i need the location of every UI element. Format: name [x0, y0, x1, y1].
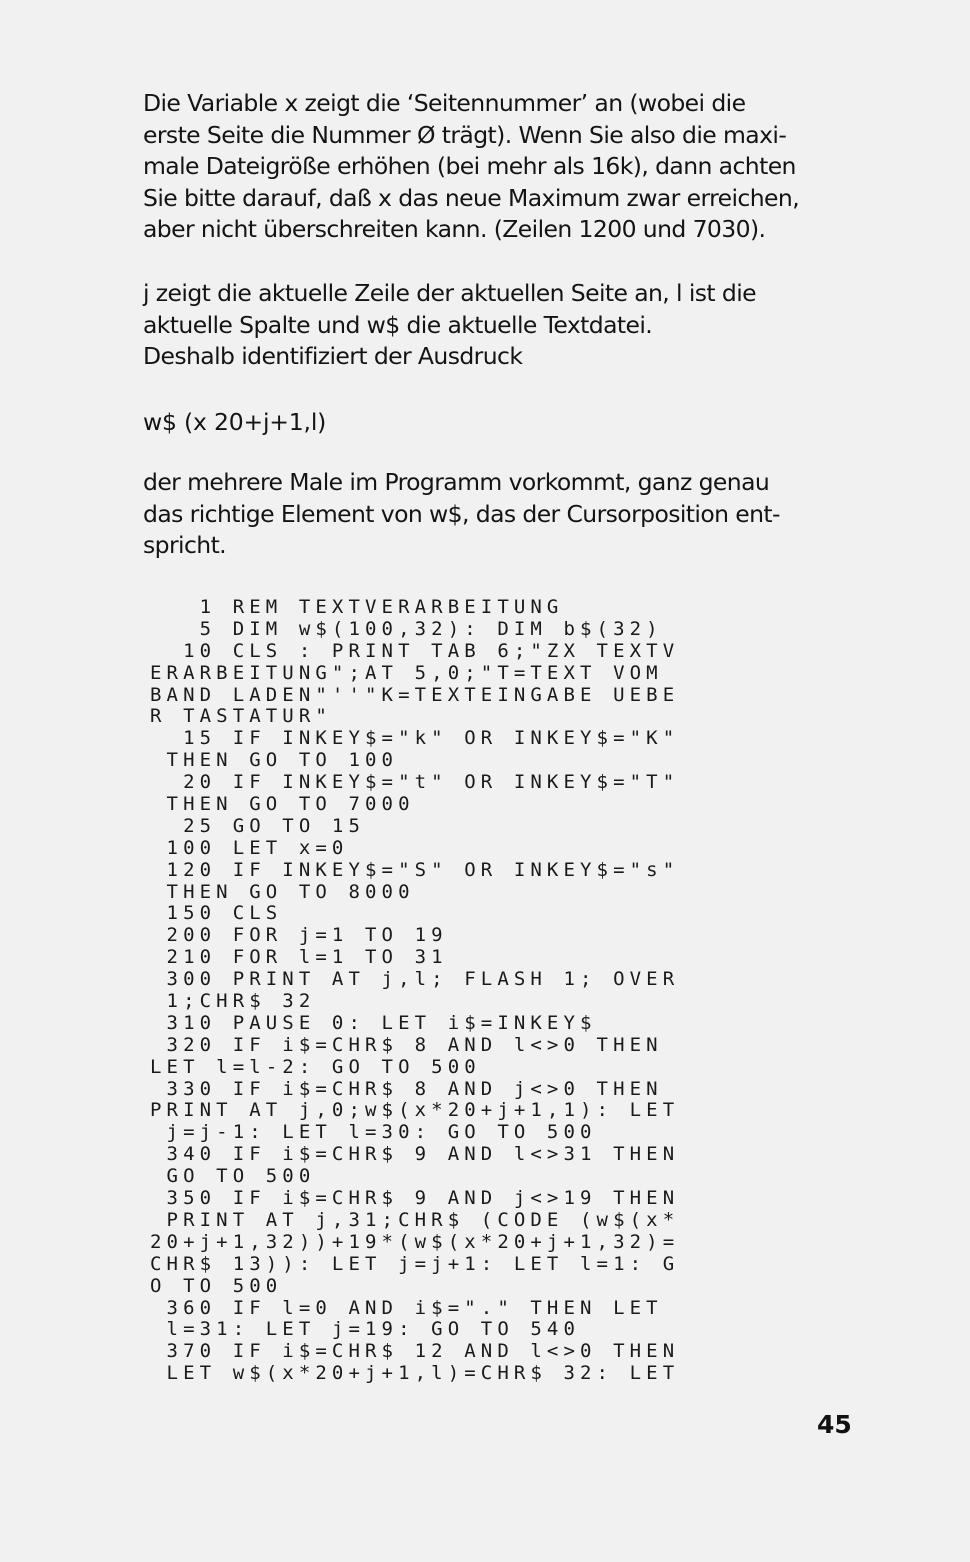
paragraph-variables-x: [143, 88, 843, 246]
code-line: 1 REM TEXTVERARBEITUNG: [150, 596, 564, 618]
code-line: THEN GO TO 7000: [150, 793, 415, 816]
code-line: LET l=l-2: GO TO 500: [150, 1055, 481, 1078]
code-line: 350 IF i$=CHR$ 9 AND j<>19 THEN: [150, 1187, 680, 1210]
code-line: 20+j+1,32))+19*(w$(x*20+j+1,32)=: [150, 1230, 680, 1253]
code-line: 310 PAUSE 0: LET i$=INKEY$: [150, 1011, 597, 1034]
code-line: 200 FOR j=1 TO 19: [150, 924, 448, 947]
code-line: 330 IF i$=CHR$ 8 AND j<>0 THEN: [150, 1077, 663, 1100]
code-line: 10 CLS : PRINT TAB 6;"ZX TEXTV: [150, 639, 680, 662]
code-line: THEN GO TO 8000: [150, 880, 415, 903]
code-line: 150 CLS: [150, 902, 283, 925]
code-line: THEN GO TO 100: [150, 749, 399, 772]
code-line: l=31: LET j=19: GO TO 540: [150, 1318, 581, 1341]
text-line: Deshalb identifiziert der Ausdruck: [143, 342, 523, 370]
code-line: ERARBEITUNG";AT 5,0;"T=TEXT VOM: [150, 661, 663, 684]
code-line: PRINT AT j,31;CHR$ (CODE (w$(x*: [150, 1208, 680, 1231]
text-line: Die Variable x zeigt die ‘Seitennummer’ an (wobei die: [143, 89, 746, 117]
code-line: 340 IF i$=CHR$ 9 AND l<>31 THEN: [150, 1143, 680, 1166]
code-line: 25 GO TO 15: [150, 814, 366, 837]
code-line: 100 LET x=0: [150, 836, 349, 859]
code-line: CHR$ 13)): LET j=j+1: LET l=1: G: [150, 1252, 680, 1275]
code-line: GO TO 500: [150, 1165, 316, 1188]
code-line: 320 IF i$=CHR$ 8 AND l<>0 THEN: [150, 1033, 663, 1056]
code-line: 300 PRINT AT j,l; FLASH 1; OVER: [150, 968, 680, 991]
text-line: aber nicht überschreiten kann. (Zeilen 1200 und 7030).: [143, 215, 766, 243]
code-line: R TASTATUR": [150, 705, 332, 728]
text-line: aktuelle Spalte und w$ die aktuelle Textdatei.: [143, 310, 653, 339]
code-line: 120 IF INKEY$="S" OR INKEY$="s": [150, 858, 680, 881]
text-line: der mehrere Male im Programm vorkommt, ganz genau: [143, 468, 770, 496]
paragraph-variables-j-l: [143, 278, 843, 373]
code-line: 370 IF i$=CHR$ 12 AND l<>0 THEN: [150, 1340, 680, 1363]
code-line: LET w$(x*20+j+1,l)=CHR$ 32: LET: [150, 1362, 680, 1385]
paragraph-explanation: [143, 467, 843, 562]
page-number: 45: [817, 1410, 852, 1439]
code-line: 5 DIM w$(100,32): DIM b$(32): [150, 617, 663, 640]
code-line: O TO 500: [150, 1274, 283, 1297]
code-line: 15 IF INKEY$="k" OR INKEY$="K": [150, 727, 680, 750]
code-line: 1;CHR$ 32: [150, 990, 316, 1013]
text-line: erste Seite die Nummer Ø trägt). Wenn Sie also die maxi-: [143, 120, 787, 149]
code-line: 210 FOR l=1 TO 31: [150, 946, 448, 969]
basic-program-listing: [150, 597, 850, 1385]
code-line: 360 IF l=0 AND i$="." THEN LET: [150, 1296, 663, 1319]
text-line: das richtige Element von w$, das der Cursorposition ent-: [143, 499, 780, 528]
text-line: Sie bitte darauf, daß x das neue Maximum zwar erreichen,: [143, 183, 800, 212]
code-line: PRINT AT j,0;w$(x*20+j+1,1): LET: [150, 1099, 680, 1122]
code-line: 20 IF INKEY$="t" OR INKEY$="T": [150, 771, 680, 794]
code-line: j=j-1: LET l=30: GO TO 500: [150, 1121, 597, 1144]
formula-expression: w$ (x 20+j+1,l): [143, 408, 327, 436]
text-line: spricht.: [143, 531, 227, 559]
text-line: j zeigt die aktuelle Zeile der aktuellen Seite an, l ist die: [143, 279, 757, 307]
code-line: BAND LADEN"''"K=TEXTEINGABE UEBE: [150, 683, 680, 706]
text-line: male Dateigröße erhöhen (bei mehr als 16k), dann achten: [143, 152, 796, 180]
